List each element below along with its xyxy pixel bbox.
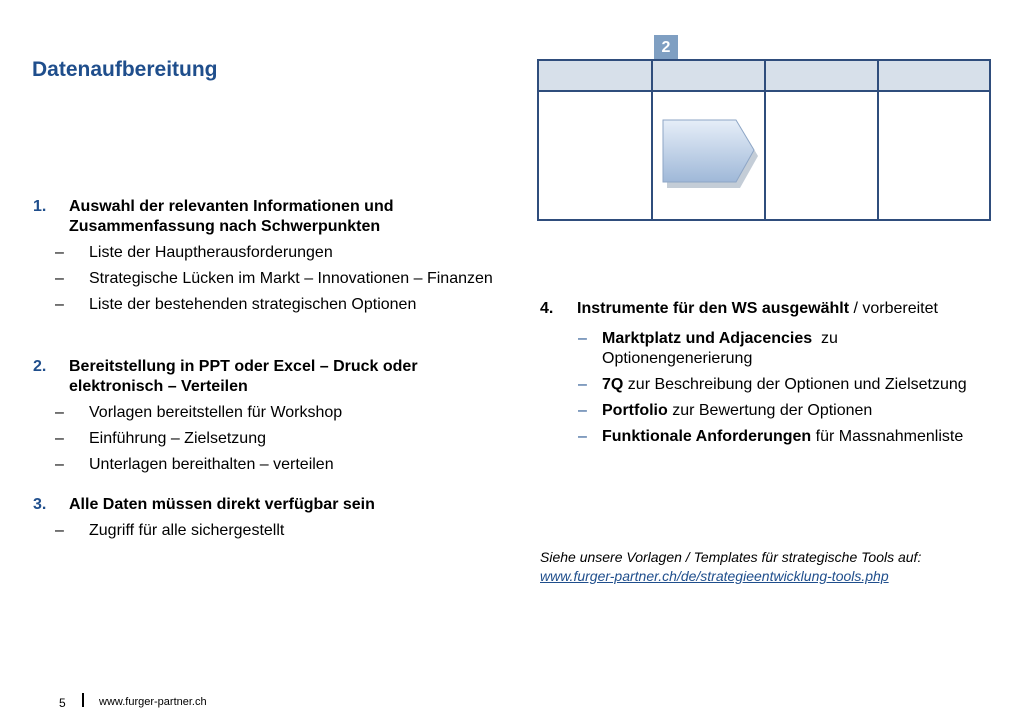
templates-link[interactable]: www.furger-partner.ch/de/strategieentwicklung-tools.php [540,568,889,584]
process-grid [537,59,991,221]
page-title: Datenaufbereitung [32,58,218,81]
section-3 [33,495,493,541]
list-item-text: Zugriff für alle sichergestellt [89,522,285,539]
list-item [33,455,493,475]
list-item-bold: Funktionale Anforderungen [602,428,812,445]
list-item [33,295,493,315]
section-heading-text: Alle Daten müssen direkt verfügbar sein [69,496,375,513]
list-item-text: Einführung – Zielsetzung [89,430,266,447]
list-item-text: Liste der Hauptherausforderungen [89,244,333,261]
list-item [33,243,493,263]
dash-bullet: – [55,404,64,421]
section-number: 2. [33,358,47,375]
dash-bullet: – [55,430,64,447]
list-item [33,521,493,541]
dash-bullet: – [578,402,587,419]
section-heading-text: Bereitstellung in PPT oder Excel – Druck oder elektronisch – Verteilen [69,358,418,395]
section-number: 3. [33,496,47,513]
grid-column-divider [764,61,766,219]
list-item-text: Vorlagen bereitstellen für Workshop [89,404,343,421]
step-badge: 2 [654,35,678,60]
list-item [33,429,493,449]
page-number: 5 [59,696,66,710]
section-1 [33,197,493,315]
dash-bullet: – [55,522,64,539]
section-heading [540,299,980,319]
process-arrow-shape [660,119,760,191]
section-heading [33,357,493,397]
grid-column-divider [651,61,653,219]
note-text: Siehe unsere Vorlagen / Templates für strategische Tools auf: [540,549,922,565]
dash-bullet: – [55,456,64,473]
dash-bullet: – [55,270,64,287]
list-item-text: zur Beschreibung der Optionen und Zielsetzung [623,376,967,393]
list-item [540,375,980,395]
footer-divider [82,693,84,707]
list-item-text: zu Optionengenerierung [602,330,843,367]
dash-bullet: – [55,296,64,313]
left-section-list [33,197,493,541]
list-item-text: Unterlagen bereithalten – verteilen [89,456,334,473]
templates-note [540,548,921,586]
list-item-text: Strategische Lücken im Markt – Innovationen – Finanzen [89,270,493,287]
dash-bullet: – [55,244,64,261]
section-number: 4. [540,300,554,317]
dash-bullet: – [578,376,587,393]
section-heading [33,197,493,237]
footer-url: www.furger-partner.ch [99,696,207,708]
list-item [33,269,493,289]
right-section-list [540,299,980,447]
dash-bullet: – [578,428,587,445]
list-item [540,329,980,369]
list-item-bold: Marktplatz und Adjacencies [602,330,813,347]
grid-column-divider [877,61,879,219]
section-2 [33,357,493,475]
list-item [540,401,980,421]
dash-bullet: – [578,330,587,347]
list-item [33,403,493,423]
list-item-text: für Massnahmenliste [811,428,964,445]
list-item-bold: 7Q [602,376,624,393]
list-item [540,427,980,447]
section-number: 1. [33,198,47,215]
section-heading-text: Auswahl der relevanten Informationen und Zusammenfassung nach Schwerpunkten [69,198,394,235]
list-item-text: Liste der bestehenden strategischen Optionen [89,296,417,313]
section-heading-rest: / vorbereitet [849,300,938,317]
section-heading-bold: Instrumente für den WS ausgewählt [577,300,850,317]
section-heading [33,495,493,515]
list-item-text: zur Bewertung der Optionen [667,402,873,419]
list-item-bold: Portfolio [602,402,668,419]
